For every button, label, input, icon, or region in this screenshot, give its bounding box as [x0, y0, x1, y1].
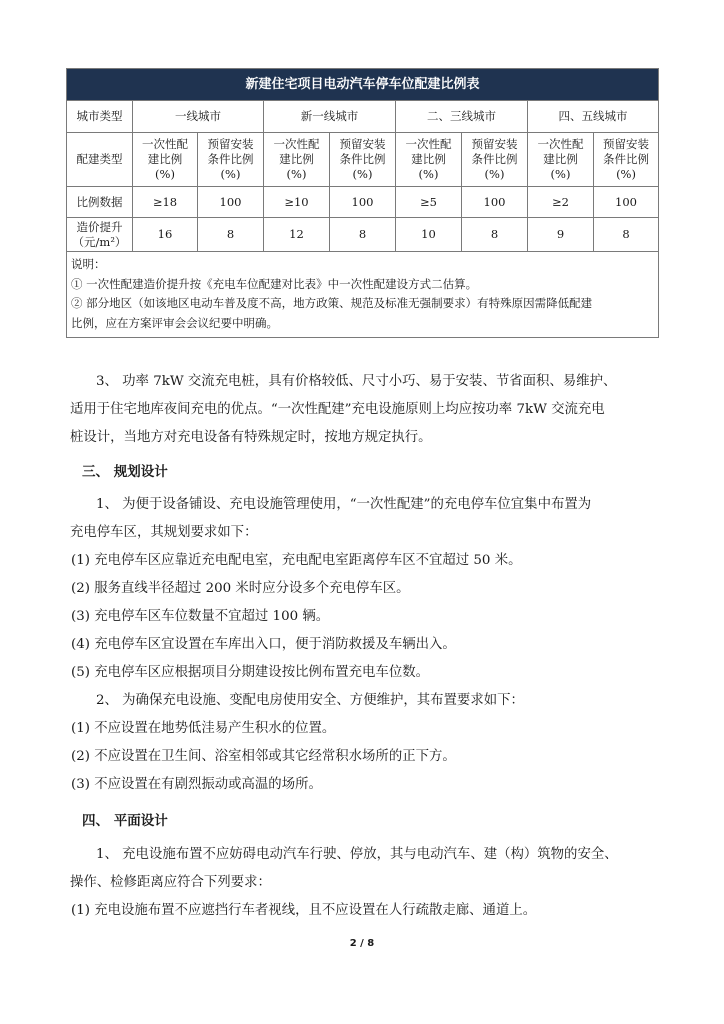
sub-type-cell	[330, 133, 396, 187]
note-1: ① 一次性配建造价提升按《充电车位配建对比表》中一次性配建设方式二估算。	[71, 276, 478, 291]
sub-b-line-1: 预留安装	[471, 137, 518, 151]
city-tier-1: 一线城市	[133, 101, 264, 133]
section-3-item-5: (5) 充电停车区应根据项目分期建设按比例布置充电车位数。	[71, 665, 429, 680]
sub-b-line-3: (%)	[220, 167, 241, 181]
sub-a-line-2: 建比例	[543, 152, 578, 166]
city-tier-4-5: 四、五线城市	[528, 101, 659, 133]
table-row-sub-type	[67, 133, 659, 187]
section-3-para-2-item-2: (2) 不应设置在卫生间、浴室相邻或其它经常积水场所的正下方。	[71, 749, 456, 764]
ratio-table-container	[66, 68, 658, 338]
ratio-table	[66, 68, 659, 338]
sub-a-line-1: 一次性配	[142, 137, 188, 151]
row-label-sub-type: 配建类型	[67, 133, 133, 187]
ratio-cell: ≥2	[528, 187, 594, 218]
cost-label-line-1: 造价提升	[76, 219, 123, 234]
sub-b-line-1: 预留安装	[339, 137, 386, 151]
cost-cell: 10	[396, 218, 462, 252]
ratio-cell: 100	[462, 187, 528, 218]
sub-b-line-2: 条件比例	[471, 152, 518, 166]
row-label-cost	[67, 218, 133, 252]
sub-a-line-1: 一次性配	[405, 137, 452, 151]
notes-title: 说明：	[71, 257, 106, 271]
sub-type-cell	[528, 133, 594, 187]
ratio-cell: 100	[198, 187, 264, 218]
section-3-para-2: 2、 为确保充电设施、变配电房使用安全、方便维护，其布置要求如下：	[96, 693, 524, 708]
sub-a-line-3: (%)	[155, 167, 175, 181]
ratio-cell: ≥18	[133, 187, 198, 218]
sub-b-line-1: 预留安装	[603, 137, 650, 151]
section-3-para-1-line-1: 1、 为便于设备铺设、充电设施管理使用，“一次性配建”的充电停车位宜集中布置为	[96, 497, 592, 512]
cost-cell: 9	[528, 218, 594, 252]
sub-type-cell	[198, 133, 264, 187]
cost-label-line-2: （元/m²）	[72, 234, 127, 249]
ratio-cell: ≥5	[396, 187, 462, 218]
section-3-para-2-item-3: (3) 不应设置在有剧烈振动或高温的场所。	[71, 777, 322, 792]
cost-cell: 8	[330, 218, 396, 252]
sub-type-cell	[264, 133, 330, 187]
row-label-ratio: 比例数据	[67, 187, 133, 218]
cost-cell: 12	[264, 218, 330, 252]
paragraph-3-line-3: 桩设计，当地方对充电设备有特殊规定时，按地方规定执行。	[70, 430, 432, 445]
section-heading-3: 三、 规划设计	[82, 464, 168, 480]
ratio-cell: 100	[330, 187, 396, 218]
table-row-city	[67, 101, 659, 133]
section-4-item-1: (1) 充电设施布置不应遮挡行车者视线，且不应设置在人行疏散走廊、通道上。	[71, 903, 537, 918]
sub-type-cell	[462, 133, 528, 187]
table-title: 新建住宅项目电动汽车停车位配建比例表	[67, 69, 659, 101]
note-2-line-1: ② 部分地区（如该地区电动车普及度不高，地方政策、规范及标准无强制要求）有特殊原因需降低配建	[71, 296, 593, 310]
cost-cell: 16	[133, 218, 198, 252]
section-3-item-2: (2) 服务直线半径超过 200 米时应分设多个充电停车区。	[71, 581, 410, 596]
paragraph-3-line-1: 3、 功率 7kW 交流充电桩，具有价格较低、尺寸小巧、易于安装、节省面积、易维护、	[96, 374, 617, 389]
sub-a-line-1: 一次性配	[537, 137, 584, 151]
cost-cell: 8	[594, 218, 659, 252]
sub-type-cell	[133, 133, 198, 187]
sub-type-cell	[396, 133, 462, 187]
ratio-cell: 100	[594, 187, 659, 218]
sub-a-line-3: (%)	[550, 167, 571, 181]
sub-b-line-3: (%)	[616, 167, 636, 181]
sub-a-line-2: 建比例	[279, 152, 314, 166]
section-3-para-2-item-1: (1) 不应设置在地势低洼易产生积水的位置。	[71, 721, 336, 736]
notes-cell	[67, 252, 659, 338]
table-row-cost	[67, 218, 659, 252]
table-row-ratio	[67, 187, 659, 218]
page-number: 2 / 8	[349, 938, 375, 949]
sub-type-cell	[594, 133, 659, 187]
sub-a-line-3: (%)	[418, 167, 439, 181]
sub-b-line-2: 条件比例	[339, 152, 386, 166]
city-tier-new-1: 新一线城市	[264, 101, 396, 133]
sub-b-line-3: (%)	[484, 167, 505, 181]
table-row-notes	[67, 252, 659, 338]
section-3-item-1: (1) 充电停车区应靠近充电配电室，充电配电室距离停车区不宜超过 50 米。	[71, 553, 522, 568]
sub-b-line-2: 条件比例	[207, 152, 254, 166]
section-3-item-4: (4) 充电停车区宜设置在车库出入口，便于消防救援及车辆出入。	[71, 637, 456, 652]
section-3-item-3: (3) 充电停车区车位数量不宜超过 100 辆。	[71, 609, 330, 624]
cost-cell: 8	[198, 218, 264, 252]
note-2-line-2: 比例，应在方案评审会会议纪要中明确。	[71, 315, 278, 330]
sub-a-line-1: 一次性配	[273, 137, 320, 151]
sub-a-line-3: (%)	[286, 167, 307, 181]
section-4-para-1-line-1: 1、 充电设施布置不应妨碍电动汽车行驶、停放，其与电动汽车、建（构）筑物的安全、	[96, 847, 618, 862]
sub-b-line-2: 条件比例	[603, 152, 650, 166]
row-label-city: 城市类型	[67, 101, 133, 133]
sub-b-line-3: (%)	[352, 167, 373, 181]
section-heading-4: 四、 平面设计	[82, 813, 168, 829]
sub-b-line-1: 预留安装	[207, 137, 254, 151]
section-3-para-1-line-2: 充电停车区，其规划要求如下：	[70, 525, 258, 540]
paragraph-3-line-2: 适用于住宅地库夜间充电的优点。“一次性配建”充电设施原则上均应按功率 7kW 交流充电	[70, 402, 605, 417]
sub-a-line-2: 建比例	[147, 152, 183, 166]
sub-a-line-2: 建比例	[411, 152, 446, 166]
city-tier-2-3: 二、三线城市	[396, 101, 528, 133]
section-4-para-1-line-2: 操作、检修距离应符合下列要求：	[70, 875, 271, 890]
ratio-cell: ≥10	[264, 187, 330, 218]
cost-cell: 8	[462, 218, 528, 252]
